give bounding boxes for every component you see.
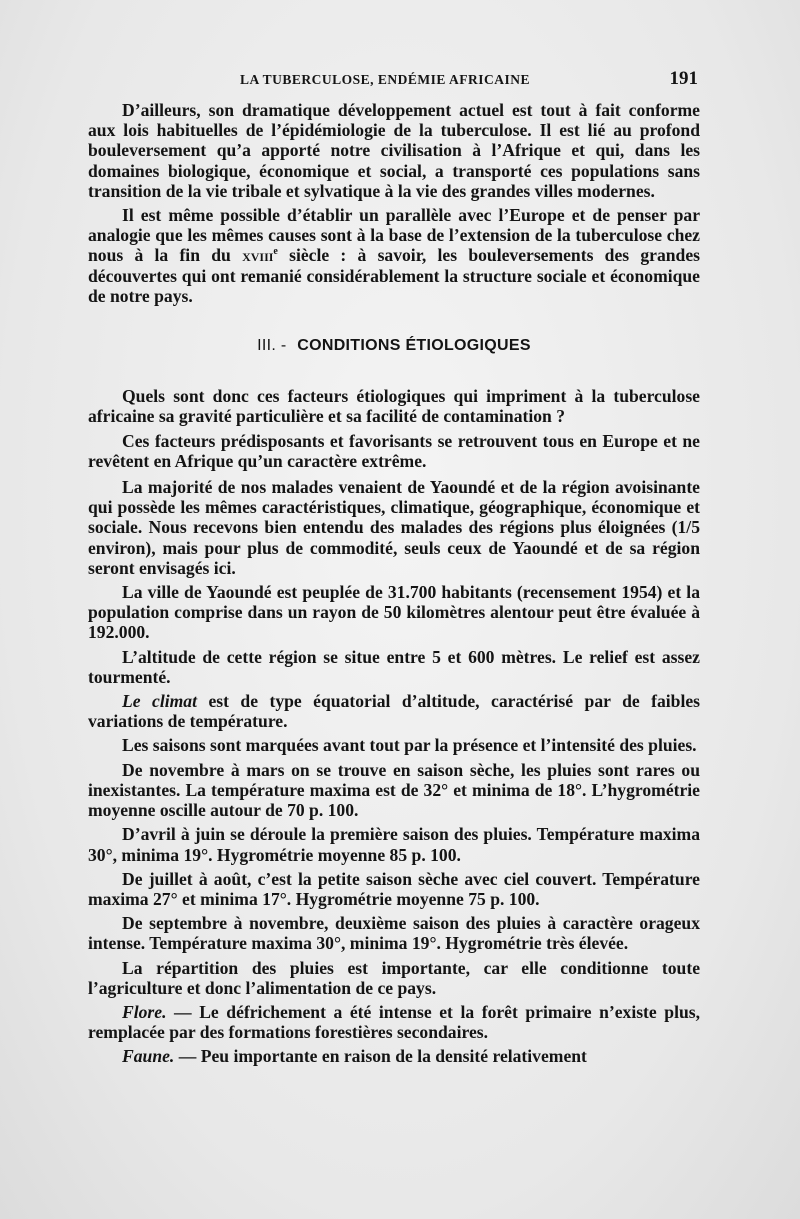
paragraph — [88, 205, 700, 306]
paragraph: La ville de Yaoundé est peuplée de 31.700 habitants (recensement 1954) et la population comprise dans un rayon de 50 kilomètres alentour peut être évaluée à 192.000. — [88, 582, 700, 643]
section-heading — [88, 336, 700, 356]
century-numeral: xviii — [242, 245, 274, 266]
inline-label: Flore. — [122, 1001, 167, 1022]
paragraph-text: — Peu importante en raison de la densité relativement — [174, 1046, 587, 1067]
paragraph: Quels sont donc ces facteurs étiologiques qui impriment à la tuberculose africaine sa gravité particulière et sa facilité de contamination ? — [88, 386, 700, 427]
superscript: e — [273, 246, 278, 258]
section-title: CONDITIONS ÉTIOLOGIQUES — [297, 337, 531, 355]
paragraph-text: siècle : à savoir, les bouleversements des grandes découvertes qui ont remanié considérablement la structure sociale et économique de notre pays. — [88, 245, 700, 306]
paragraph: De novembre à mars on se trouve en saison sèche, les pluies sont rares ou inexistantes. La température maxima est de 32° et minima de 18°. L’hygrométrie moyenne oscille autour de 70 p. 100. — [88, 759, 700, 821]
paragraph: D’ailleurs, son dramatique développement actuel est tout à fait conforme aux lois habituelles de l’épidémiologie de la tuberculose. Il est lié au profond bouleversement qu’a apporté notre civilisation à l’Afrique et qui, dans les domaines biologique, économique et social, a transporté ces populations sans transition de la vie tribale et sylvatique à la vie des grandes villes modernes. — [88, 100, 700, 201]
paragraph: La majorité de nos malades venaient de Yaoundé et de la région avoisinante qui possède les mêmes caractéristiques, climatique, géographique, économique et sociale. Nous recevons bien entendu des malades des régions plus éloignées (1/5 environ), mais pour plus de commodité, seuls ceux de Yaoundé et de sa région seront envisagés ici. — [88, 477, 700, 578]
paragraph: La répartition des pluies est importante, car elle conditionne toute l’agriculture et donc l’alimentation de ce pays. — [88, 957, 700, 998]
inline-label: Faune. — [122, 1046, 175, 1067]
paragraph — [88, 691, 700, 731]
paragraph: De juillet à août, c’est la petite saison sèche avec ciel couvert. Température maxima 27° et minima 17°. Hygrométrie moyenne 75 p. 100. — [88, 868, 700, 909]
paragraph: D’avril à juin se déroule la première saison des pluies. Température maxima 30°, minima 19°. Hygrométrie moyenne 85 p. 100. — [88, 824, 700, 865]
running-title: LA TUBERCULOSE, ENDÉMIE AFRICAINE — [240, 72, 531, 87]
paragraph-text: — Le défrichement a été intense et la forêt primaire n’existe plus, remplacée par des formations forestières secondaires. — [88, 1001, 700, 1043]
paragraph-text: Il est même possible d’établir un parallèle avec l’Europe et de penser par analogie que les mêmes causes sont à la base de l’extension de la tuberculose chez nous à la fin du — [88, 205, 700, 266]
page-number: 191 — [669, 68, 698, 89]
paragraph-text: est de type équatorial d’altitude, caractérisé par de faibles variations de température. — [88, 691, 700, 732]
paragraph — [88, 1046, 700, 1066]
paragraph — [88, 1002, 700, 1042]
inline-label: Le climat — [122, 691, 197, 712]
paragraph: De septembre à novembre, deuxième saison des pluies à caractère orageux intense. Température maxima 30°, minima 19°. Hygrométrie très élevée. — [88, 913, 700, 954]
paragraph: Les saisons sont marquées avant tout par la présence et l’intensité des pluies. — [122, 735, 697, 756]
page-header — [90, 66, 698, 92]
section-number: III. - — [257, 337, 287, 355]
paragraph: Ces facteurs prédisposants et favorisants se retrouvent tous en Europe et ne revêtent en Afrique qu’un caractère extrême. — [88, 430, 700, 471]
paragraph: L’altitude de cette région se situe entre 5 et 600 mètres. Le relief est assez tourmenté. — [88, 646, 700, 687]
page-body — [88, 100, 700, 1071]
